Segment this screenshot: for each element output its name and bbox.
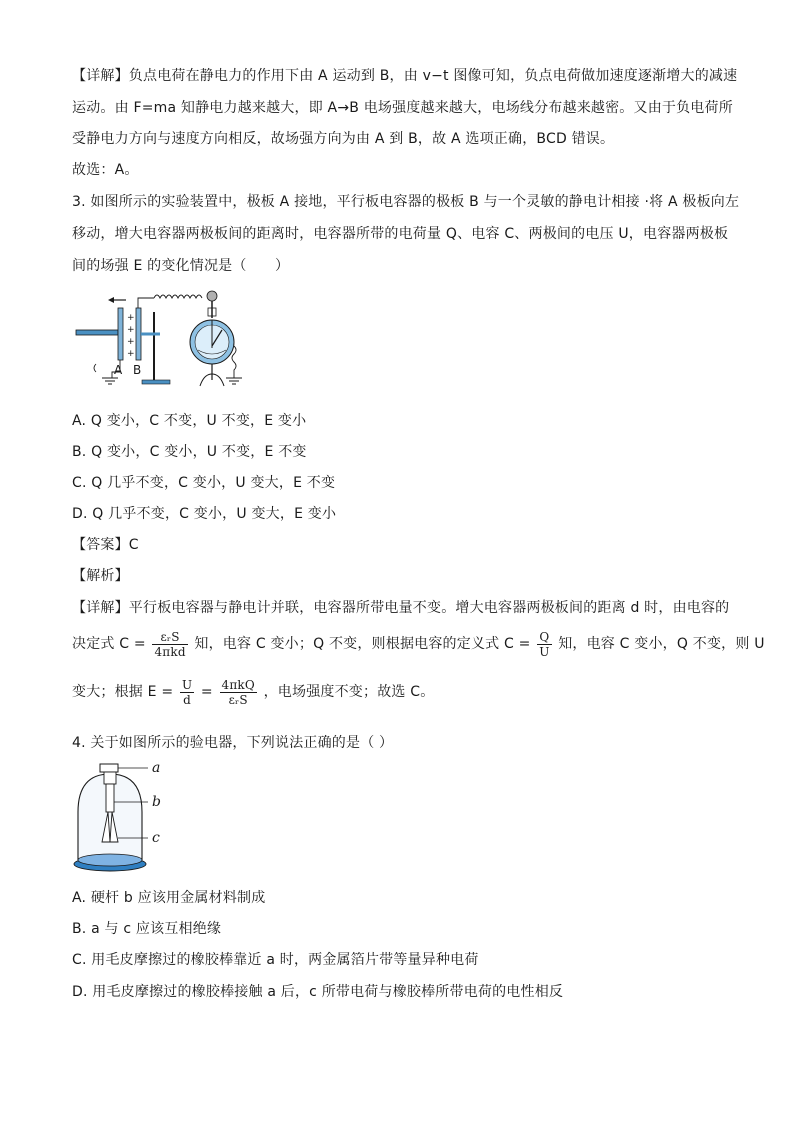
fraction-denominator: U xyxy=(539,644,550,659)
q4-stem: 4. 关于如图所示的验电器，下列说法正确的是（ ） xyxy=(72,735,394,751)
q3-option-a: A. Q 变小，C 不变，U 不变，E 变小 xyxy=(72,413,307,429)
q3-answer: 【答案】C xyxy=(72,537,139,553)
field-formula-fraction-1 xyxy=(180,678,194,707)
capacitor-electrometer-figure xyxy=(72,286,262,400)
q3-detail-2c: 知，电容 C 变小，Q 不变，则 U xyxy=(558,636,765,652)
q4-option-a: A. 硬杆 b 应该用金属材料制成 xyxy=(72,890,266,906)
q2-detail-line-3: 受静电力方向与速度方向相反，故场强方向为由 A 到 B，故 A 选项正确，BCD 错误。 xyxy=(72,131,615,147)
q3-option-c: C. Q 几乎不变，C 变小，U 变大，E 不变 xyxy=(72,475,336,491)
q3-stem-line-2: 移动，增大电容器两极板间的距离时，电容器所带的电荷量 Q、电容 C、两极间的电压 U，电容器两极板 xyxy=(72,226,729,242)
label-a: a xyxy=(152,760,161,776)
fraction-numerator: U xyxy=(181,677,193,692)
q2-detail-line-2: 运动。由 F=ma 知静电力越来越大，即 A→B 电场强度越来越大，电场线分布越来越密。又由于负电荷所 xyxy=(72,100,733,116)
plate-a-label: A xyxy=(114,363,123,377)
q3-stem-line-3: 间的场强 E 的变化情况是（ ） xyxy=(72,258,290,274)
q3-detail-2a: 决定式 C = xyxy=(72,636,146,652)
q3-detail-3b: ，电场强度不变；故选 C。 xyxy=(263,684,435,700)
svg-text:+: + xyxy=(127,325,135,335)
svg-text:+: + xyxy=(127,337,135,347)
q3-detail-3a: 变大；根据 E = xyxy=(72,684,174,700)
fraction-numerator: εᵣS xyxy=(152,630,187,645)
svg-text:+: + xyxy=(127,313,135,323)
q3-detail-2b: 知，电容 C 变小；Q 不变，则根据电容的定义式 C = xyxy=(194,636,531,652)
plate-b-label: B xyxy=(133,363,142,377)
electroscope-figure xyxy=(72,760,182,878)
svg-text:+: + xyxy=(127,349,135,359)
q3-analysis-title: 【解析】 xyxy=(72,568,129,584)
label-b: b xyxy=(152,794,161,810)
q2-detail-line-1: 【详解】负点电荷在静电力的作用下由 A 运动到 B，由 v−t 图像可知，负点电荷做加速度逐渐增大的减速 xyxy=(72,68,738,84)
fraction-denominator: εᵣS xyxy=(228,692,248,707)
field-formula-fraction-2 xyxy=(220,678,257,707)
q4-option-c: C. 用毛皮摩擦过的橡胶棒靠近 a 时，两金属箔片带等量异种电荷 xyxy=(72,952,479,968)
fraction-denominator: d xyxy=(183,692,192,707)
fraction-numerator: 4πkQ xyxy=(221,677,255,692)
q3-detail-line-3 xyxy=(72,674,434,710)
q3-detail-line-1: 【详解】平行板电容器与静电计并联，电容器所带电量不变。增大电容器两极板间的距离 d 时，由电容的 xyxy=(72,600,730,616)
fraction-numerator: Q xyxy=(537,630,551,645)
equals-sign: = xyxy=(200,684,213,700)
fraction-denominator: 4πkd xyxy=(154,644,186,659)
q2-choice: 故选：A。 xyxy=(72,162,139,178)
q3-detail-line-2 xyxy=(72,626,765,662)
q3-option-b: B. Q 变小，C 变小，U 不变，E 不变 xyxy=(72,444,307,460)
q3-option-d: D. Q 几乎不变，C 变小，U 变大，E 变小 xyxy=(72,506,337,522)
capacitance-formula-fraction xyxy=(152,630,187,659)
q4-option-d: D. 用毛皮摩擦过的橡胶棒接触 a 后，c 所带电荷与橡胶棒所带电荷的电性相反 xyxy=(72,984,564,1000)
label-c: c xyxy=(152,830,160,846)
capacitance-definition-fraction xyxy=(537,630,551,659)
q4-option-b: B. a 与 c 应该互相绝缘 xyxy=(72,921,222,937)
q3-stem-line-1: 3. 如图所示的实验装置中，极板 A 接地，平行板电容器的极板 B 与一个灵敏的静电计相接 ·将 A 极板向左 xyxy=(72,194,740,210)
